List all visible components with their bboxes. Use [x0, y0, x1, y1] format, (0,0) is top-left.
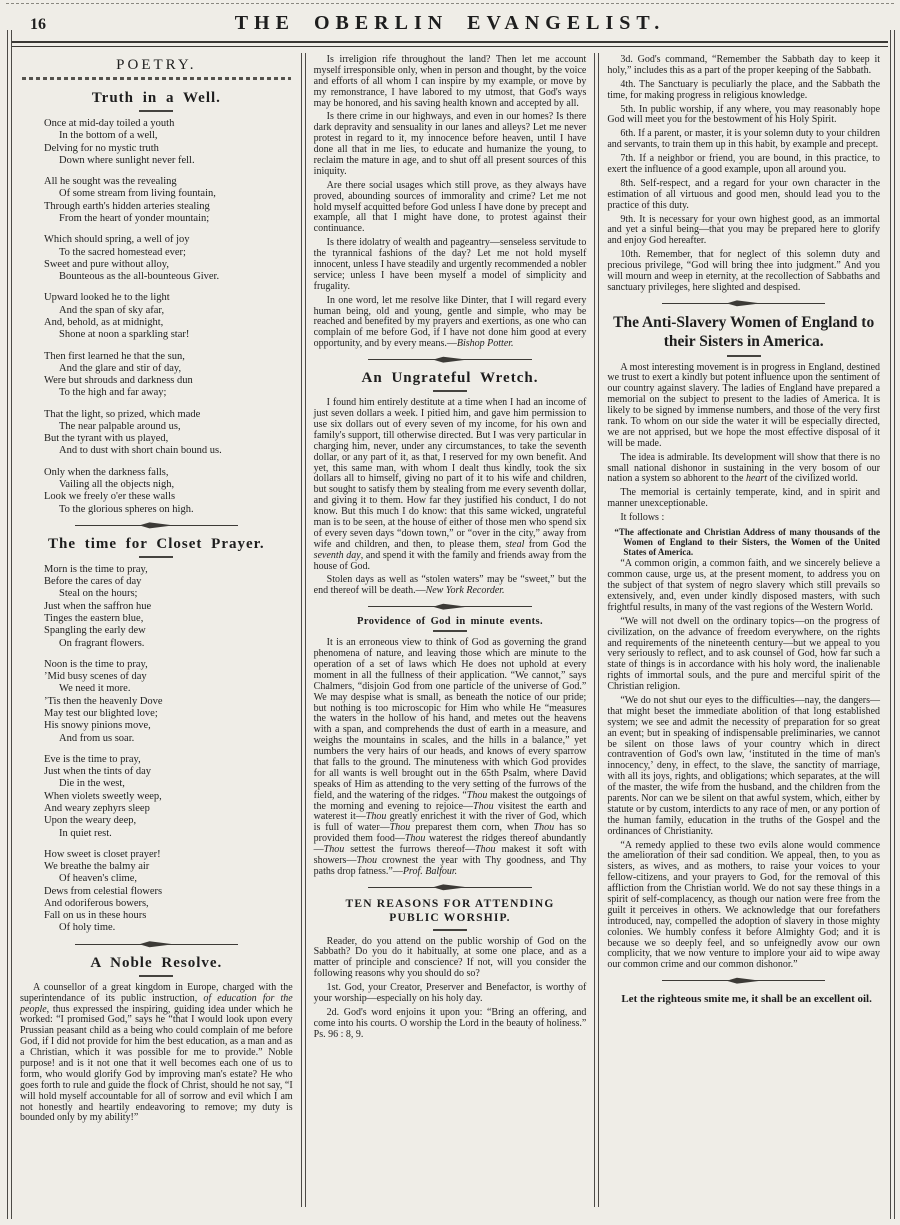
article-body-noble-resolve: [20, 983, 293, 1125]
column-middle: [306, 53, 595, 1207]
article-body-address: [607, 559, 880, 971]
paragraph: In one word, let me resolve like Dinter, that I will regard every human being, old and young, gentle and simple, who may be reached and benefited by my prayers and exertions, as one who can complain of me before God, if I have not done him good at every opportunity, and by every means.—Bishop Potter.: [313, 294, 587, 350]
article-body-reasons-continued: [607, 55, 880, 294]
article-title-ten-reasons: TEN REASONS FOR ATTENDING PUBLIC WORSHIP.: [345, 897, 555, 925]
poem-line: Steal on the hours;: [59, 588, 138, 600]
paragraph: Is there idolatry of wealth and pageantry—senseless servitude to the tyrannical fashions of the day? Let me not hold myself innocent, unless I have steadily and urgently recommended a nobler service; unless I have been myself a model of simplicity and frugality.: [313, 237, 587, 292]
paragraph: “The affectionate and Christian Address of many thousands of the Women of England to their Sisters, the Women of the United States of America.: [614, 527, 881, 558]
poem-line: Through earth's hidden arteries stealing: [44, 200, 210, 212]
article-title-noble-resolve: A Noble Resolve.: [90, 954, 223, 971]
title-rule: [139, 110, 173, 112]
section-divider: [75, 525, 239, 526]
poem-line: Spangling the early dew: [44, 625, 146, 637]
title-rule: [139, 975, 173, 977]
poem-line: Only when the darkness falls,: [44, 466, 169, 478]
paragraph: 2d. God's word enjoins it upon you: “Bring an offering, and come into his courts. O worship the Lord in the beauty of holiness.” Ps. 96 : 8, 9.: [313, 1006, 587, 1040]
poem-line: Morn is the time to pray,: [44, 563, 148, 575]
paragraph: “We do not shut our eyes to the difficulties—nay, the dangers—that might beset the immediate abolition of that long established system; we see and admit the necessity of preparation for so great an event; but in speaking of indispensable preliminaries, we cannot be silent on those laws of your country which in direct contravention of God's own law, ‘instituted in the time of man's innocency,’ deny, in effect, to the slave, the sanctity of marriage, with all its joys, rights, and obligations; which separates, at the will of the master, the wife from the husband, and the children from the parents. Nor can we be silent on that awful system, which, either by statute or by custom, interdicts to any race of men, or any portion of the human family, education in the truths of the Gospel and the ordinances of Christianity.: [607, 694, 881, 837]
paragraph: Is there crime in our highways, and even in our homes? Is there dark depravity and sensuality in our lanes and alleys? Let me never protest in regard to it, my innocence before heaven, until I have done all that in me lies, to educate and humanize the young, to reclaim the mature in age, and to shut off all present sources of this iniquity.: [313, 111, 587, 177]
paragraph: “A common origin, a common faith, and we sincerely believe a common cause, urge us, at the present moment, to address you on the subject of that system of negro slavery which still prevails so extensively, and, even under kindly disposed masters, with such frightful results, in many of the vast regions of the Western World.: [607, 558, 881, 613]
article-body-ungrateful-wretch: [314, 398, 587, 597]
address-heading-quote: [607, 527, 880, 557]
poem-line: And to dust with short chain bound us.: [59, 445, 222, 457]
paragraph: 4th. The Sanctuary is peculiarly the place, and the Sabbath the time, for making progress in religious knowledge.: [607, 78, 881, 101]
section-divider: [662, 303, 826, 304]
poem-line: In the bottom of a well,: [59, 130, 158, 142]
paragraph: 10th. Remember, that for neglect of this solemn duty and precious privilege, “God will bring thee into judgment.” And you will mourn and weep in eternity, at the recollection of Sabbaths and sanctuary privileges, here slighted and despised.: [607, 249, 881, 293]
section-divider: [368, 887, 532, 888]
stanza: [44, 292, 293, 341]
poem-line: Of holy time.: [59, 922, 116, 934]
poem-line: Just when the tints of day: [44, 766, 152, 778]
poem-line: Once at mid-day toiled a youth: [44, 118, 175, 129]
stanza: [44, 754, 293, 840]
article-title-providence: Providence of God in minute events.: [357, 616, 543, 628]
poem-line: Noon is the time to pray,: [44, 658, 148, 670]
poem-line: The near palpable around us,: [59, 420, 181, 432]
stanza: [44, 351, 293, 400]
paragraph: 7th. If a neighbor or friend, you are bound, in this practice, to exert the influence of a good example, upon all around you.: [607, 153, 881, 176]
masthead-title: THE OBERLIN EVANGELIST.: [234, 12, 666, 34]
poem-line: And the span of sky afar,: [59, 304, 165, 316]
poem-line: Sweet and pure without alloy,: [44, 258, 170, 270]
stanza: [44, 409, 293, 458]
paragraph: 6th. If a parent, or master, it is your solemn duty to your children and servants, to train them up in this habit, by example and precept.: [607, 128, 881, 151]
title-rule: [433, 630, 467, 632]
section-divider: [662, 980, 826, 981]
poem-line: Die in the west,: [59, 778, 125, 790]
left-edge-rule: [7, 30, 12, 1219]
poem-line: Before the cares of day: [44, 576, 142, 588]
article-title-truth-in-a-well: Truth in a Well.: [91, 90, 221, 106]
poem-line: And from us soar.: [59, 732, 135, 744]
paragraph: A counsellor of a great kingdom in Europe, charged with the superintendance of its public instruction, of education for the people, thus expressed the inspiring, guiding idea under which he worked: “I promised God,” says he “that I would look upon every Prussian peasant child as a being who could complain of me before God, if I did not provide for him the best education, as a man and as a Christian, which it was possible for me to provide.” Noble purpose! and is it not one that it well becomes each one of us to form, who would glorify God by improving man's estate? He who goes forth to rule and guide the flock of Christ, should he not say, “I will hold myself accountable for all of sorrow and evil which I am not honestly and heartily endeavoring to remove; my duty is bounded only by my ability!”: [20, 981, 293, 1124]
stanza: [44, 176, 293, 225]
paragraph: Reader, do you attend on the public worship of God on the Sabbath? Do you do it habitually, at some one place, and as a matter of principle and conscience? If not, will you consider the following reasons why you should do so?: [313, 935, 587, 980]
section-divider: [368, 606, 532, 607]
article-body-continuation: [314, 55, 587, 350]
title-rule: [139, 556, 173, 558]
poem-line: We need it more.: [59, 683, 131, 695]
poem-line: To the sacred homestead ever;: [59, 246, 186, 258]
page-header: [0, 0, 900, 37]
poem-line: Dews from celestial flowers: [44, 885, 163, 897]
poem-line: ’Tis then the heavenly Dove: [44, 695, 163, 707]
top-edge-rule: [6, 3, 894, 4]
poem-line: And odoriferous bowers,: [44, 897, 149, 909]
column-left: [12, 53, 301, 1207]
column-right: [599, 53, 888, 1207]
poem-line: ’Mid busy scenes of day: [44, 671, 147, 683]
wavy-rule: [22, 77, 291, 80]
poem-line: May test our blighted love;: [44, 707, 158, 719]
article-body-ten-reasons: [314, 937, 587, 1041]
poem-line: Which should spring, a well of joy: [44, 234, 190, 246]
title-rule: [433, 390, 467, 392]
poem-line: Tinges the eastern blue,: [44, 613, 144, 624]
poem-line: Of heaven's clime,: [59, 873, 137, 885]
paragraph: Stolen days as well as “stolen waters” may be “sweet,” but the end thereof will be death.—New York Recorder.: [313, 574, 587, 597]
paragraph: Is irreligion rife throughout the land? Then let me account myself irresponsible only, when in person and thought, by the voice and efforts of all whom I can inspire by my example, or move by my remonstrance, I have labored to my utmost, that God's ways may be honored, and his saving health known and accepted by all.: [313, 54, 587, 109]
title-rule: [727, 355, 761, 357]
poem-line: To the glorious spheres on high.: [59, 503, 194, 515]
stanza: [44, 467, 293, 516]
section-divider: [368, 359, 532, 360]
closing-line: Let the righteous smite me, it shall be an excellent oil.: [621, 993, 872, 1006]
section-heading-poetry: POETRY.: [116, 57, 197, 73]
poem-truth-in-a-well: [20, 118, 293, 516]
title-rule: [433, 929, 467, 931]
poem-line: Fall on us in these hours: [44, 910, 147, 922]
paragraph: Are there social usages which still prove, as they always have proved, abounding sources of immorality and crime? Let me not hold myself acquitted before God unless I have done by precept and example, all that I might have done, to protest against their continuance.: [313, 179, 587, 235]
poem-line: Bounteous as the all-bounteous Giver.: [59, 271, 220, 283]
poem-line: From the heart of yonder mountain;: [59, 212, 210, 224]
poem-line: And, behold, as at midnight,: [44, 316, 164, 328]
poem-closet-prayer: [20, 564, 293, 935]
poem-line: Were but shrouds and darkness dun: [44, 375, 193, 387]
paragraph: 5th. In public worship, if any where, you may reasonably hope God will meet you for the bestowment of his Holy Spirit.: [607, 103, 881, 126]
poem-line: We breathe the balmy air: [44, 861, 150, 873]
poem-line: Eve is the time to pray,: [44, 753, 141, 765]
paragraph: It is an erroneous view to think of God as governing the grand phenomena of nature, and leaving those which are minute to the operation of a set of laws which He does not uphold at every moment in all the fullness of their application. “We cannot,” says Chalmers, “disjoin God from one particle of the universe of God.” We may despise what is small, as beneath the notice of our pride; but nothing is too microscopic for Him who while He “measures the waters in the hollow of his hand, and metes out the heavens with a span, and comprehends the dust of earth in a measure, and weighs the mountains in scales, and the hills in a balance,” yet numbers the very hairs of our heads, and knows of every sparrow that falls to the ground. The minuteness with which God provides for all wants is well brought out in the 65th Psalm, where David speaks of Him as attending to the very setting of the furrows of the field, and the watering of the ridges. “Thou makest the outgoings of the morning and evening to rejoice—Thou visitest the earth and waterest it—Thou greatly enrichest it with the river of God, which is full of water—Thou preparest them corn, when Thou has so provided them food—Thou waterest the ridges thereof abundantly—Thou settest the furrows thereof—Thou makest it soft with showers—Thou crownest the year with Thy goodness, and Thy paths drop fatness.”—Prof. Balfour.: [313, 637, 587, 877]
stanza: [44, 564, 293, 650]
poem-line: Vailing all the objects nigh,: [59, 479, 175, 491]
poem-line: When violets sweetly weep,: [44, 790, 162, 802]
paragraph: A most interesting movement is in progress in England, destined we trust to exert a kindly but potent influence upon the sentiment of our country against slavery. The ladies of England have prepared a memorial on the subject to present to the ladies of America. It is likely to be signed by immense numbers, and those of the very first rank. To whom on our side the water it will be especially directed, we are not apprised, but we hope the most effective disposal of it will be made.: [607, 361, 881, 449]
poem-line: Upward looked he to the light: [44, 292, 170, 304]
article-title-antislavery-women: The Anti-Slavery Women of England to their Sisters in America.: [613, 313, 875, 351]
poem-line: Look we freely o'er these walls: [44, 491, 176, 503]
page-number: 16: [30, 16, 46, 33]
article-title-ungrateful-wretch: An Ungrateful Wretch.: [361, 370, 539, 387]
paragraph: 9th. It is necessary for your own highest good, as an immortal and yet a sinful being—that you may be prepared here to glorify and enjoy God hereafter.: [607, 213, 881, 247]
article-title-closet-prayer: The time for Closet Prayer.: [47, 535, 265, 552]
article-body-providence: [314, 638, 587, 878]
poem-line: Then first learned he that the sun,: [44, 350, 185, 362]
poem-line: To the high and far away;: [59, 387, 167, 399]
paragraph: It follows :: [620, 512, 665, 524]
poem-line: And weary zephyrs sleep: [44, 802, 150, 814]
paragraph: 1st. God, your Creator, Preserver and Benefactor, is worthy of your worship—especially on his holy day.: [313, 982, 587, 1004]
poem-line: How sweet is closet prayer!: [44, 848, 161, 860]
poem-line: Delving for no mystic truth: [44, 142, 159, 154]
poem-line: But the tyrant with us played,: [44, 433, 169, 445]
paragraph: The memorial is certainly temperate, kind, and in spirit and manner unexceptionable.: [607, 487, 881, 510]
poem-line: And the glare and stir of day,: [59, 362, 182, 374]
poem-line: All he sought was the revealing: [44, 176, 177, 188]
paragraph: 3d. God's command, “Remember the Sabbath day to keep it holy,” includes this as a part of the proper keeping of the Sabbath.: [607, 54, 881, 76]
paragraph: The idea is admirable. Its development will show that there is no small national dishonor in sustaining in the very bosom of our nation a system so abhorent to the heart of the civilized world.: [607, 451, 881, 485]
poem-line: On fragrant flowers.: [59, 637, 145, 649]
paragraph: I found him entirely destitute at a time when I had an income of just seven dollars a week. I pitied him, and gave him permission to use six dollars out of every seven of my income, for his own and family's support, till otherwise directed. But I was very particular in charging him, never, under any circumstances, to take the seventh dollar, or any part of it, as that, I reserved for my own benefit. And yet, this same man, with whom I dealt thus kindly, took the six dollars all to himself, giving no part of it to his wife and children, but sought to satisfy them by stealing from me every seventh dollar, and giving it to them. How far they justified his conduct, I do not know. But this much I do know: that this same wicked, ungrateful man is to be seen, at the house of either of those men who spend six of every seven days “down town,” or “over in the city,” away from wife and children, and then, to please them, steal from God the seventh day, and spend it with the family and friends away from the house of God.: [313, 397, 587, 572]
poem-line: Down where sunlight never fell.: [59, 154, 195, 166]
article-body-antislavery: [607, 363, 880, 524]
poem-line: Shone at noon a sparkling star!: [59, 329, 190, 341]
poem-line: In quiet rest.: [59, 827, 112, 839]
poem-line: His snowy pinions move,: [44, 720, 151, 732]
paragraph: “A remedy applied to these two evils alone would commence the amelioration of their sad condition. We appeal, then, to you as sisters, as wives, and as mothers, to raise your voices to your fellow-citizens, and your prayers to God, for the removal of this affliction from the Christian world. We do not say these things in a spirit of self-complacency, as though our nation were free from the guilt it perceives in others. We acknowledge that our forefathers introduced, nay, compelled the adoption of slavery in those mighty colonies. We humbly confess it before Almighty God; and it is because we so deeply feel, and so unfeignedly avow our own complicity, that we now venture to implore your aid to wipe away our common crime and our common dishonor.”: [607, 839, 881, 971]
poem-line: Upon the weary deep,: [44, 815, 137, 827]
right-edge-rule: [890, 30, 895, 1219]
poem-line: Just when the saffron hue: [44, 600, 152, 612]
columns-container: [0, 47, 900, 1207]
poem-line: That the light, so prized, which made: [44, 408, 201, 420]
stanza: [44, 118, 293, 167]
section-divider: [75, 944, 239, 945]
poem-line: Of some stream from living fountain,: [59, 188, 216, 200]
stanza: [44, 659, 293, 745]
paragraph: 8th. Self-respect, and a regard for your own character in the estimation of all virtuous and good men, should lead you to the practice of this duty.: [607, 177, 881, 211]
stanza: [44, 234, 293, 283]
stanza: [44, 849, 293, 935]
paragraph: “We will not dwell on the ordinary topics—on the progress of civilization, on the advance of freedom everywhere, on the rights and requirements of the nineteenth century—but we appeal to you very seriously to reflect, and to ask counsel of God, how far such a state of things is in accordance with his holy word, the inalienable rights of immortal souls, and the pure and merciful spirit of the Christian religion.: [607, 615, 881, 693]
